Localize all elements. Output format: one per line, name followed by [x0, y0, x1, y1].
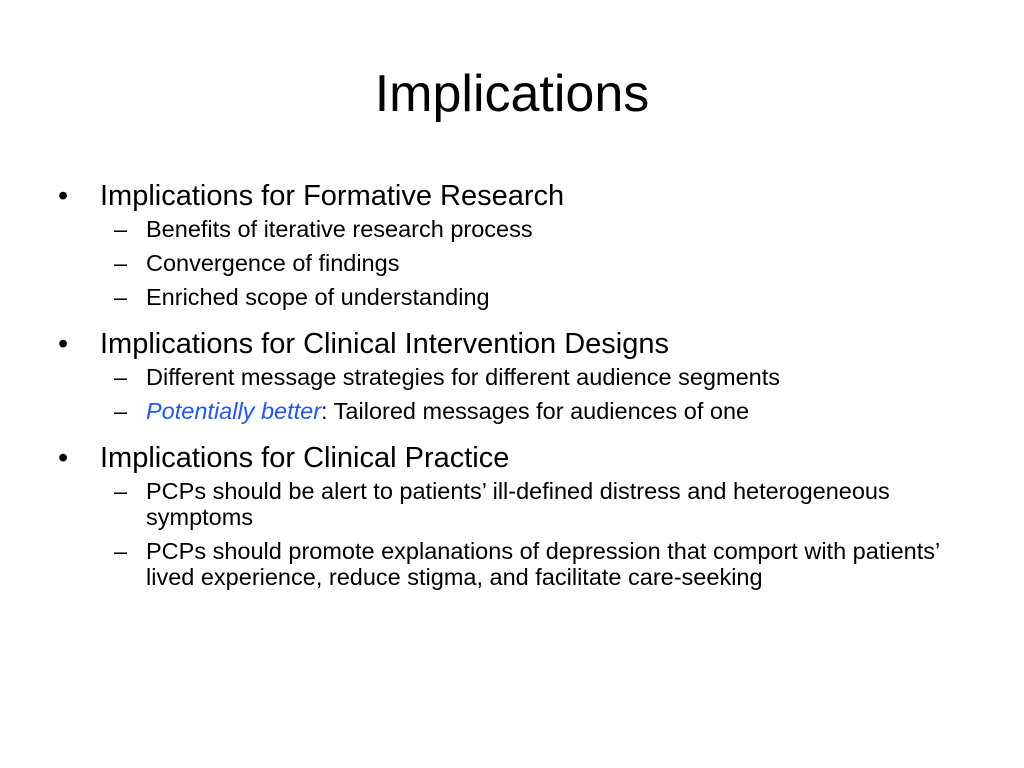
sub-list	[58, 216, 958, 310]
dash-icon: –	[114, 538, 128, 564]
sub-item-text: PCPs should be alert to patients’ ill-defined distress and heterogeneous symptoms	[146, 478, 890, 530]
sub-item-text	[146, 398, 946, 424]
dash-icon: –	[114, 478, 128, 504]
sub-item	[58, 364, 958, 390]
sub-item	[58, 398, 958, 424]
dash-icon: –	[114, 250, 128, 276]
sub-item	[58, 478, 958, 530]
sub-list	[58, 478, 958, 590]
bullet-item	[58, 176, 958, 216]
bullet-item	[58, 438, 958, 478]
bullet-icon: •	[58, 180, 69, 212]
section-intervention-designs	[58, 324, 958, 424]
bullet-icon: •	[58, 442, 69, 474]
emphasis-text: Potentially better	[146, 398, 322, 424]
sub-item	[58, 250, 958, 276]
slide-title: Implications	[374, 65, 650, 123]
dash-icon: –	[114, 216, 128, 242]
section-clinical-practice	[58, 438, 958, 590]
sub-item-rest-text: : Tailored messages for audiences of one	[321, 398, 750, 424]
sub-item-text: PCPs should promote explanations of depression that comport with patients’ lived experience, reduce stigma, and facilitate care-seeking	[146, 538, 940, 590]
bullet-item	[58, 324, 958, 364]
sub-list	[58, 364, 958, 424]
sub-item	[58, 216, 958, 242]
bullet-heading: Implications for Clinical Practice	[100, 442, 510, 474]
sub-item-text: Different message strategies for different audience segments	[146, 364, 780, 390]
sub-item-text: Enriched scope of understanding	[146, 284, 490, 310]
bullet-heading: Implications for Formative Research	[100, 180, 565, 212]
bullet-heading: Implications for Clinical Intervention Designs	[100, 328, 669, 360]
sub-item-text: Convergence of findings	[146, 250, 400, 276]
dash-icon: –	[114, 284, 128, 310]
bullet-icon: •	[58, 328, 69, 360]
dash-icon: –	[114, 364, 128, 390]
sub-item	[58, 538, 958, 590]
sub-item-text: Benefits of iterative research process	[146, 216, 533, 242]
section-formative-research	[58, 176, 958, 310]
sub-item	[58, 284, 958, 310]
dash-icon: –	[114, 398, 128, 424]
slide-body	[58, 176, 958, 604]
